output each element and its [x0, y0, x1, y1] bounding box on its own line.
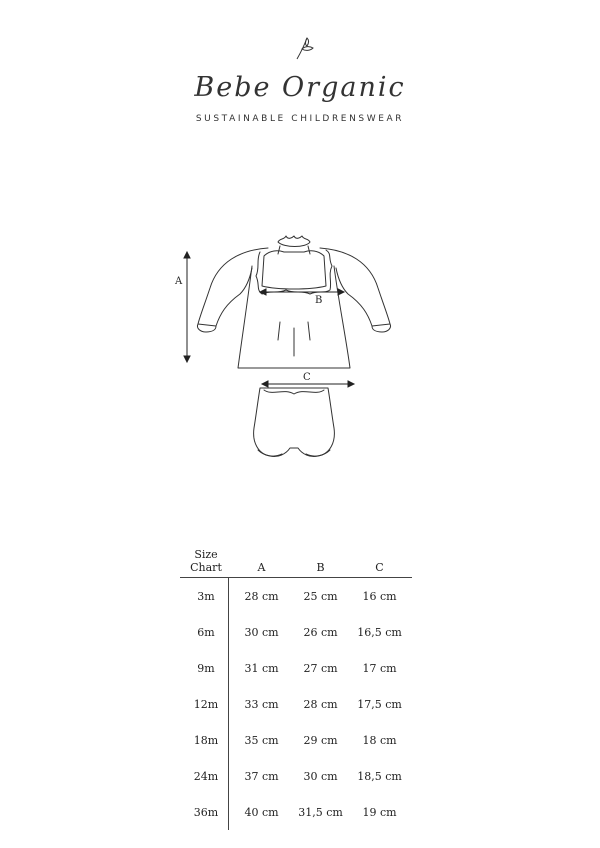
size-cell: 12m [193, 697, 219, 711]
dimension-b-label: B [315, 295, 323, 306]
measure-c-cell: 16 cm [362, 589, 397, 603]
size-cell: 18m [193, 733, 219, 747]
measure-b-cell: 25 cm [303, 589, 338, 603]
table-row [180, 578, 412, 614]
dimension-b-arrow [260, 289, 344, 295]
table-row [180, 686, 412, 722]
size-cell: 9m [197, 661, 215, 675]
size-chart-header [180, 540, 412, 577]
measure-b-cell: 30 cm [303, 769, 338, 783]
size-chart-table [180, 540, 412, 830]
measure-b-cell: 27 cm [303, 661, 338, 675]
table-row [180, 722, 412, 758]
measure-a-cell: 40 cm [244, 805, 279, 819]
bloomers-outline [254, 388, 335, 457]
column-header-c: C [375, 561, 384, 574]
column-header-b: B [316, 561, 325, 574]
measure-c-cell: 18 cm [362, 733, 397, 747]
size-chart-title: Size Chart [190, 548, 222, 574]
measure-a-cell: 33 cm [244, 697, 279, 711]
measure-b-cell: 26 cm [303, 625, 338, 639]
measure-c-cell: 17,5 cm [357, 697, 402, 711]
left-sleeve [198, 248, 268, 326]
measure-b-cell: 31,5 cm [298, 805, 343, 819]
measure-a-cell: 37 cm [244, 769, 279, 783]
size-cell: 24m [193, 769, 219, 783]
dimension-a-label: A [175, 276, 183, 287]
measure-a-cell: 35 cm [244, 733, 279, 747]
table-row [180, 650, 412, 686]
bib-yoke [262, 251, 326, 289]
garment-diagram [160, 228, 440, 478]
column-header-a: A [257, 561, 266, 574]
table-row [180, 614, 412, 650]
ruffle-collar [278, 236, 310, 247]
dimension-c-label: C [303, 372, 311, 383]
brand-name: Bebe Organic [194, 72, 406, 103]
column-divider [228, 578, 229, 830]
table-row [180, 758, 412, 794]
measure-a-cell: 31 cm [244, 661, 279, 675]
measure-c-cell: 18,5 cm [357, 769, 402, 783]
measure-c-cell: 16,5 cm [357, 625, 402, 639]
size-chart-body [180, 577, 412, 830]
measure-a-cell: 30 cm [244, 625, 279, 639]
brand-tagline: SUSTAINABLE CHILDRENSWEAR [195, 114, 405, 124]
measure-b-cell: 29 cm [303, 733, 338, 747]
size-cell: 6m [197, 625, 215, 639]
table-row [180, 794, 412, 830]
size-cell: 3m [197, 589, 215, 603]
dimension-a-arrow [184, 252, 190, 362]
leaf-sprig-icon [291, 32, 321, 62]
measure-c-cell: 17 cm [362, 661, 397, 675]
measure-a-cell: 28 cm [244, 589, 279, 603]
size-cell: 36m [193, 805, 219, 819]
measure-c-cell: 19 cm [362, 805, 397, 819]
measure-b-cell: 28 cm [303, 697, 338, 711]
